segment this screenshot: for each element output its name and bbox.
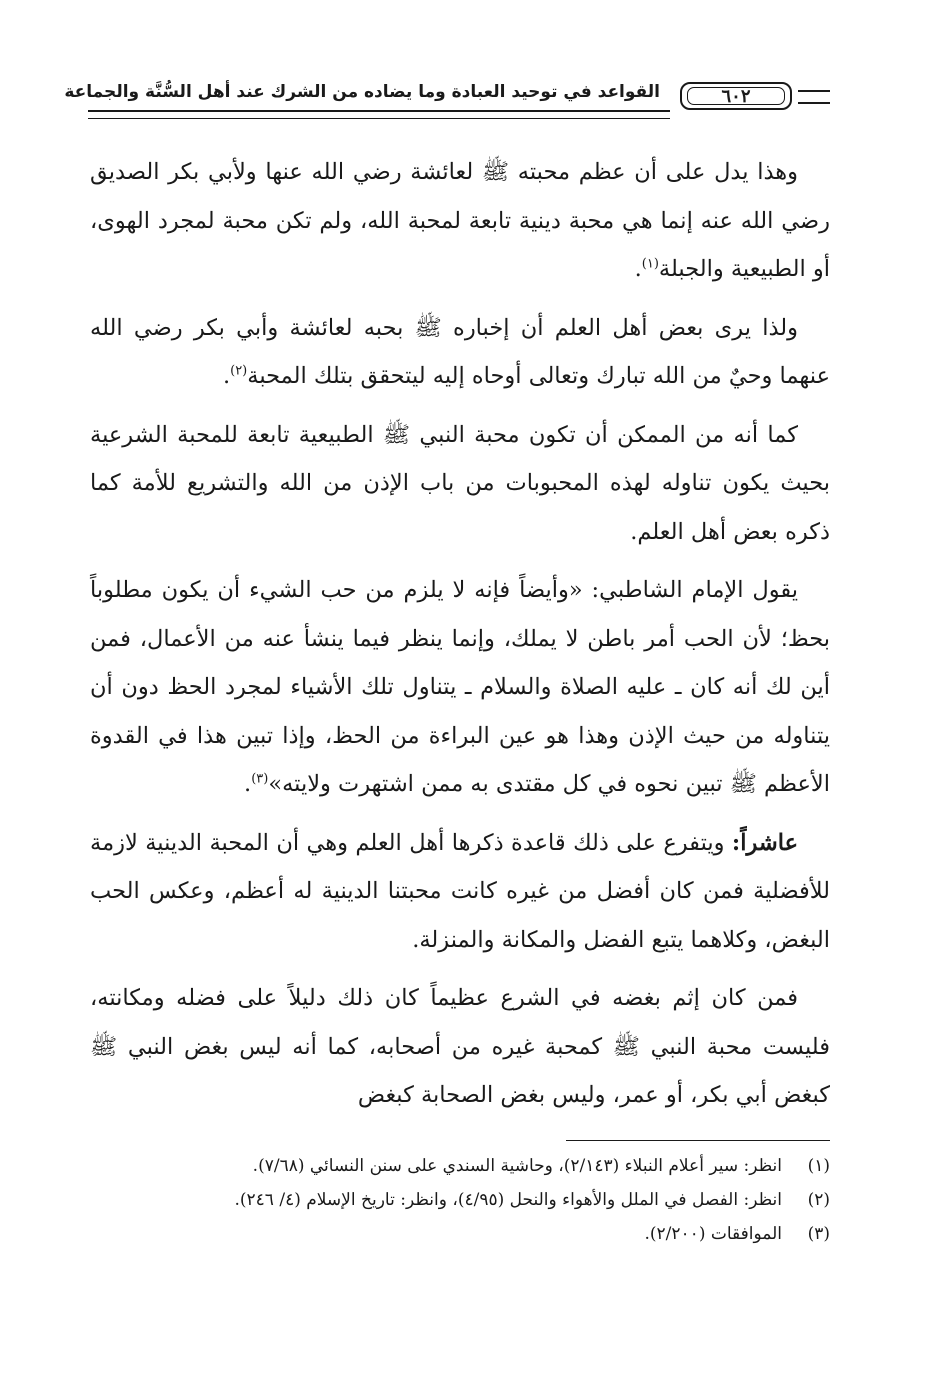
footnote-1 <box>100 1152 830 1180</box>
paragraph-4 <box>90 566 830 809</box>
footnote-text: انظر: الفصل في الملل والأهواء والنحل (٤/٩٥)، وانظر: تاريخ الإسلام (٤/ ٢٤٦). <box>234 1190 782 1210</box>
header-double-rule <box>88 110 670 119</box>
footnote-3 <box>100 1220 830 1248</box>
footnote-ref-1[interactable]: (١) <box>641 256 659 272</box>
header-ornament <box>798 90 830 104</box>
paragraph-2 <box>90 304 830 401</box>
page-number: ٦٠٢ <box>721 85 751 107</box>
section-lead-tenth: عاشراً: <box>731 829 798 856</box>
footnote-number: (٢) <box>807 1190 830 1210</box>
paragraph-2-text: ولذا يرى بعض أهل العلم أن إخباره ﷺ بحبه لعائشة وأبي بكر رضي الله عنهما وحيٌ من الله تبارك وتعالى أوحاه إليه ليتحقق بتلك المحبة <box>90 314 830 389</box>
paragraph-3-text: كما أنه من الممكن أن تكون محبة النبي ﷺ الطبيعية تابعة للمحبة الشرعية بحيث يكون تناوله لهذه المحبوبات من باب الإذن من الله والتشريع للأمة كما ذكره بعض أهل العلم. <box>90 421 830 545</box>
footnote-ref-3[interactable]: (٣) <box>251 771 269 787</box>
paragraph-6-text: فمن كان إثم بغضه في الشرع عظيماً كان ذلك دليلاً على فضله ومكانته، فليست محبة النبي ﷺ كمحبة غيره من أصحابه، كما أنه ليس بغض النبي ﷺ كبغض أبي بكر، أو عمر، وليس بغض الصحابة كبغض <box>90 985 830 1108</box>
footnotes <box>100 1152 830 1254</box>
footnote-text: انظر: سير أعلام النبلاء (٢/١٤٣)، وحاشية السندي على سنن النسائي (٧/٦٨). <box>252 1156 782 1176</box>
paragraph-4-text: يقول الإمام الشاطبي: «وأيضاً فإنه لا يلزم من حب الشيء أن يكون مطلوباً بحظ؛ لأن الحب أمر باطن لا يملك، وإنما ينظر فيما ينشأ عنه من الأعمال، فمن أين لك أنه كان ـ عليه الصلاة والسلام ـ يتناول تلك الأشياء لمجرد الحظ دون أن يتناوله من حيث الإذن وهذا هو عين البراءة من الحظ، وإذا تبين هذا في القدوة الأعظم ﷺ تبين نحوه في كل مقتدى به ممن اشتهرت ولايته» <box>90 577 830 797</box>
paragraph-1 <box>90 148 830 294</box>
paragraph-6 <box>90 974 830 1120</box>
running-header-title: القواعد في توحيد العبادة وما يضاده من الشرك عند أهل السُّنَّة والجماعة <box>64 82 660 102</box>
paragraph-1-end: . <box>634 256 642 282</box>
paragraph-5-text: ويتفرع على ذلك قاعدة ذكرها أهل العلم وهي أن المحبة الدينية لازمة للأفضلية فمن كان أفضل من غيره كانت محبتنا الدينية له أعظم، وعكس الحب البغض، وكلاهما يتبع الفضل والمكانة والمنزلة. <box>90 829 830 953</box>
footnote-ref-2[interactable]: (٢) <box>230 363 248 379</box>
paragraph-1-text: وهذا يدل على أن عظم محبته ﷺ لعائشة رضي الله عنها ولأبي بكر الصديق رضي الله عنه إنما هي محبة دينية تابعة لمحبة الله، ولم تكن محبة لمجرد الهوى، أو الطبيعية والجبلة <box>90 159 830 282</box>
footnote-separator <box>566 1140 830 1141</box>
paragraph-2-end: . <box>222 363 231 389</box>
footnote-number: (١) <box>807 1156 830 1176</box>
page-number-frame <box>680 82 792 110</box>
paragraph-3 <box>90 411 830 557</box>
footnote-number: (٣) <box>807 1224 830 1244</box>
paragraph-4-end: . <box>244 771 252 797</box>
paragraph-5 <box>90 819 830 965</box>
footnote-2 <box>100 1186 830 1214</box>
main-text <box>90 148 830 1130</box>
footnote-text: الموافقات (٢/٢٠٠). <box>644 1224 782 1244</box>
running-header <box>64 80 830 124</box>
